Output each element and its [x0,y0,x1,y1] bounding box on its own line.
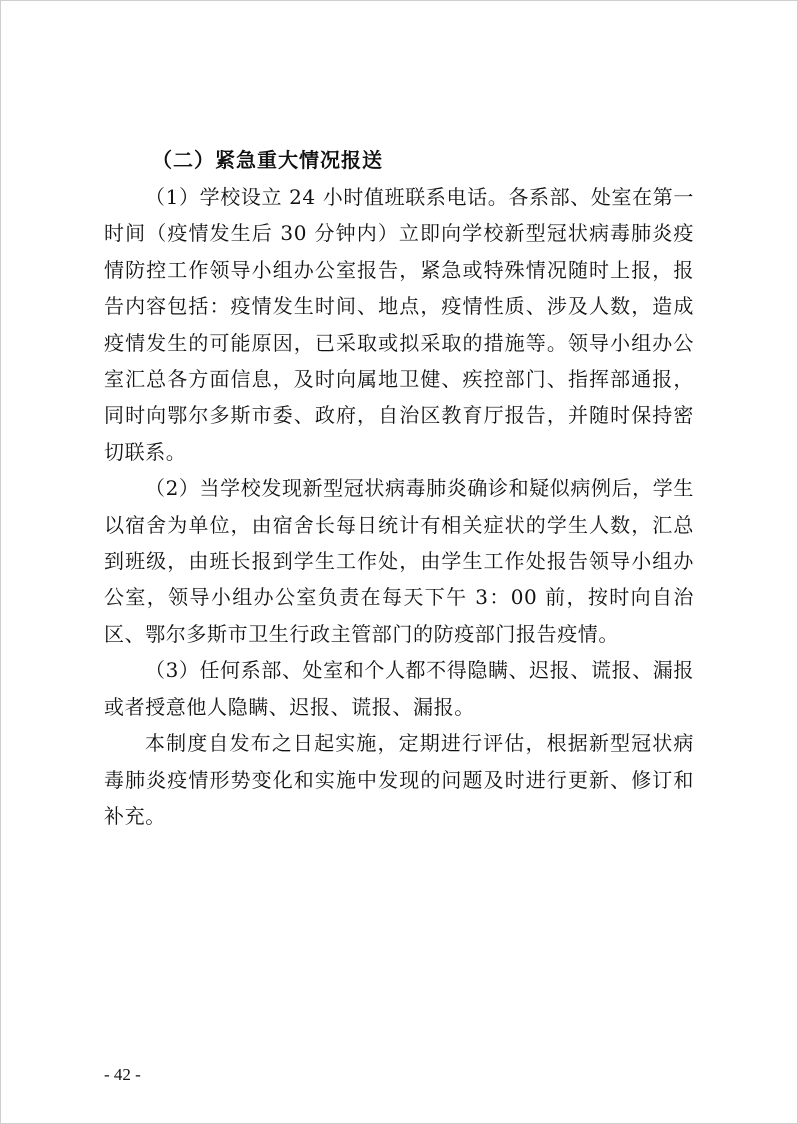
paragraph-4: 本制度自发布之日起实施，定期进行评估，根据新型冠状病毒肺炎疫情形势变化和实施中发现的问题及时进行更新、修订和补充。 [104,731,694,828]
paragraph-3: （3）任何系部、处室和个人都不得隐瞒、迟报、谎报、漏报或者授意他人隐瞒、迟报、谎报、漏报。 [104,658,694,719]
page-number: - 42 - [104,1065,141,1084]
document-body [104,141,694,834]
paragraph-1: （1）学校设立 24 小时值班联系电话。各系部、处室在第一时间（疫情发生后 30 分钟内）立即向学校新型冠状病毒肺炎疫情防控工作领导小组办公室报告，紧急或特殊情况随时上报，报告内容包括：疫情发生时间、地点，疫情性质、涉及人数，造成疫情发生的可能原因，已采取或拟采取的措施等。领导小组办公室汇总各方面信息，及时向属地卫健、疾控部门、指挥部通报，同时向鄂尔多斯市委、政府，自治区教育厅报告，并随时保持密切联系。 [104,185,694,464]
section-heading: （二）紧急重大情况报送 [152,148,383,172]
paragraph-2: （2）当学校发现新型冠状病毒肺炎确诊和疑似病例后，学生以宿舍为单位，由宿舍长每日统计有相关症状的学生人数，汇总到班级，由班长报到学生工作处，由学生工作处报告领导小组办公室，领导小组办公室负责在每天下午 3：00 前，按时向自治区、鄂尔多斯市卫生行政主管部门的防疫部门报告疫情。 [104,476,694,646]
